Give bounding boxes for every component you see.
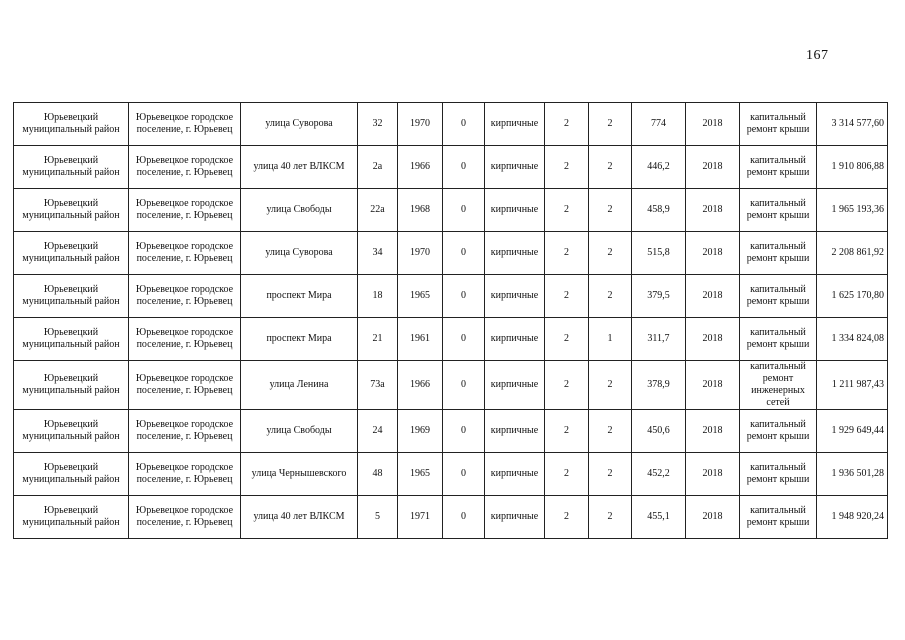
cost-cell: 1 948 920,24 <box>817 496 888 539</box>
street-cell: улица 40 лет ВЛКСМ <box>241 146 358 189</box>
wall-material-cell: кирпичные <box>485 410 545 453</box>
year-built-cell: 1970 <box>398 103 443 146</box>
district-cell: Юрьевецкий муниципальный район <box>14 146 129 189</box>
area-cell: 311,7 <box>632 318 686 361</box>
column-8-cell: 2 <box>545 453 589 496</box>
area-cell: 515,8 <box>632 232 686 275</box>
area-cell: 774 <box>632 103 686 146</box>
planned-year-cell: 2018 <box>686 361 740 410</box>
street-cell: улица Чернышевского <box>241 453 358 496</box>
year-built-cell: 1969 <box>398 410 443 453</box>
column-6-cell: 0 <box>443 146 485 189</box>
table-row <box>14 361 888 410</box>
wall-material-cell: кирпичные <box>485 232 545 275</box>
cost-cell: 1 965 193,36 <box>817 189 888 232</box>
cost-cell: 3 314 577,60 <box>817 103 888 146</box>
street-cell: улица Свободы <box>241 189 358 232</box>
area-cell: 458,9 <box>632 189 686 232</box>
planned-year-cell: 2018 <box>686 189 740 232</box>
column-9-cell: 2 <box>589 275 632 318</box>
settlement-cell: Юрьевецкое городское поселение, г. Юрьевец <box>129 103 241 146</box>
wall-material-cell: кирпичные <box>485 275 545 318</box>
planned-year-cell: 2018 <box>686 496 740 539</box>
house-number-cell: 73а <box>358 361 398 410</box>
district-cell: Юрьевецкий муниципальный район <box>14 496 129 539</box>
year-built-cell: 1961 <box>398 318 443 361</box>
year-built-cell: 1966 <box>398 361 443 410</box>
wall-material-cell: кирпичные <box>485 496 545 539</box>
column-6-cell: 0 <box>443 275 485 318</box>
cost-cell: 1 929 649,44 <box>817 410 888 453</box>
column-9-cell: 1 <box>589 318 632 361</box>
district-cell: Юрьевецкий муниципальный район <box>14 410 129 453</box>
house-number-cell: 24 <box>358 410 398 453</box>
district-cell: Юрьевецкий муниципальный район <box>14 232 129 275</box>
settlement-cell: Юрьевецкое городское поселение, г. Юрьевец <box>129 318 241 361</box>
district-cell: Юрьевецкий муниципальный район <box>14 103 129 146</box>
settlement-cell: Юрьевецкое городское поселение, г. Юрьевец <box>129 410 241 453</box>
cost-cell: 2 208 861,92 <box>817 232 888 275</box>
area-cell: 379,5 <box>632 275 686 318</box>
column-8-cell: 2 <box>545 103 589 146</box>
wall-material-cell: кирпичные <box>485 453 545 496</box>
table-row <box>14 496 888 539</box>
area-cell: 446,2 <box>632 146 686 189</box>
column-9-cell: 2 <box>589 361 632 410</box>
area-cell: 450,6 <box>632 410 686 453</box>
district-cell: Юрьевецкий муниципальный район <box>14 453 129 496</box>
house-number-cell: 22а <box>358 189 398 232</box>
housing-register-table <box>13 102 888 539</box>
wall-material-cell: кирпичные <box>485 318 545 361</box>
table-row <box>14 318 888 361</box>
table-row <box>14 146 888 189</box>
column-9-cell: 2 <box>589 453 632 496</box>
table-row <box>14 189 888 232</box>
work-type-cell: капитальный ремонт крыши <box>740 232 817 275</box>
street-cell: проспект Мира <box>241 318 358 361</box>
column-6-cell: 0 <box>443 361 485 410</box>
column-6-cell: 0 <box>443 189 485 232</box>
table-row <box>14 453 888 496</box>
street-cell: улица Суворова <box>241 103 358 146</box>
cost-cell: 1 625 170,80 <box>817 275 888 318</box>
cost-cell: 1 910 806,88 <box>817 146 888 189</box>
planned-year-cell: 2018 <box>686 103 740 146</box>
work-type-cell: капитальный ремонт крыши <box>740 410 817 453</box>
settlement-cell: Юрьевецкое городское поселение, г. Юрьевец <box>129 146 241 189</box>
district-cell: Юрьевецкий муниципальный район <box>14 361 129 410</box>
area-cell: 452,2 <box>632 453 686 496</box>
column-9-cell: 2 <box>589 232 632 275</box>
street-cell: улица 40 лет ВЛКСМ <box>241 496 358 539</box>
year-built-cell: 1970 <box>398 232 443 275</box>
column-6-cell: 0 <box>443 103 485 146</box>
column-6-cell: 0 <box>443 453 485 496</box>
house-number-cell: 48 <box>358 453 398 496</box>
planned-year-cell: 2018 <box>686 146 740 189</box>
column-8-cell: 2 <box>545 410 589 453</box>
column-9-cell: 2 <box>589 103 632 146</box>
column-8-cell: 2 <box>545 361 589 410</box>
column-6-cell: 0 <box>443 318 485 361</box>
year-built-cell: 1968 <box>398 189 443 232</box>
year-built-cell: 1965 <box>398 275 443 318</box>
column-8-cell: 2 <box>545 496 589 539</box>
column-6-cell: 0 <box>443 410 485 453</box>
column-8-cell: 2 <box>545 232 589 275</box>
wall-material-cell: кирпичные <box>485 146 545 189</box>
column-9-cell: 2 <box>589 146 632 189</box>
district-cell: Юрьевецкий муниципальный район <box>14 275 129 318</box>
planned-year-cell: 2018 <box>686 275 740 318</box>
column-8-cell: 2 <box>545 189 589 232</box>
column-9-cell: 2 <box>589 189 632 232</box>
area-cell: 455,1 <box>632 496 686 539</box>
column-6-cell: 0 <box>443 232 485 275</box>
cost-cell: 1 211 987,43 <box>817 361 888 410</box>
planned-year-cell: 2018 <box>686 318 740 361</box>
settlement-cell: Юрьевецкое городское поселение, г. Юрьевец <box>129 496 241 539</box>
street-cell: улица Суворова <box>241 232 358 275</box>
wall-material-cell: кирпичные <box>485 103 545 146</box>
house-number-cell: 5 <box>358 496 398 539</box>
work-type-cell: капитальный ремонт крыши <box>740 318 817 361</box>
work-type-cell: капитальный ремонт инженерных сетей <box>740 361 817 410</box>
house-number-cell: 32 <box>358 103 398 146</box>
column-6-cell: 0 <box>443 496 485 539</box>
table-row <box>14 275 888 318</box>
house-number-cell: 18 <box>358 275 398 318</box>
work-type-cell: капитальный ремонт крыши <box>740 496 817 539</box>
street-cell: улица Свободы <box>241 410 358 453</box>
work-type-cell: капитальный ремонт крыши <box>740 275 817 318</box>
cost-cell: 1 936 501,28 <box>817 453 888 496</box>
house-number-cell: 2а <box>358 146 398 189</box>
column-9-cell: 2 <box>589 410 632 453</box>
work-type-cell: капитальный ремонт крыши <box>740 146 817 189</box>
column-8-cell: 2 <box>545 318 589 361</box>
year-built-cell: 1971 <box>398 496 443 539</box>
street-cell: проспект Мира <box>241 275 358 318</box>
street-cell: улица Ленина <box>241 361 358 410</box>
column-8-cell: 2 <box>545 146 589 189</box>
table-row <box>14 103 888 146</box>
page-number: 167 <box>806 48 829 63</box>
settlement-cell: Юрьевецкое городское поселение, г. Юрьевец <box>129 361 241 410</box>
settlement-cell: Юрьевецкое городское поселение, г. Юрьевец <box>129 275 241 318</box>
cost-cell: 1 334 824,08 <box>817 318 888 361</box>
wall-material-cell: кирпичные <box>485 361 545 410</box>
work-type-cell: капитальный ремонт крыши <box>740 453 817 496</box>
settlement-cell: Юрьевецкое городское поселение, г. Юрьевец <box>129 189 241 232</box>
planned-year-cell: 2018 <box>686 410 740 453</box>
district-cell: Юрьевецкий муниципальный район <box>14 318 129 361</box>
planned-year-cell: 2018 <box>686 453 740 496</box>
settlement-cell: Юрьевецкое городское поселение, г. Юрьевец <box>129 232 241 275</box>
house-number-cell: 34 <box>358 232 398 275</box>
work-type-cell: капитальный ремонт крыши <box>740 189 817 232</box>
table-row <box>14 232 888 275</box>
year-built-cell: 1965 <box>398 453 443 496</box>
work-type-cell: капитальный ремонт крыши <box>740 103 817 146</box>
house-number-cell: 21 <box>358 318 398 361</box>
area-cell: 378,9 <box>632 361 686 410</box>
district-cell: Юрьевецкий муниципальный район <box>14 189 129 232</box>
year-built-cell: 1966 <box>398 146 443 189</box>
column-9-cell: 2 <box>589 496 632 539</box>
table-row <box>14 410 888 453</box>
wall-material-cell: кирпичные <box>485 189 545 232</box>
settlement-cell: Юрьевецкое городское поселение, г. Юрьевец <box>129 453 241 496</box>
planned-year-cell: 2018 <box>686 232 740 275</box>
column-8-cell: 2 <box>545 275 589 318</box>
